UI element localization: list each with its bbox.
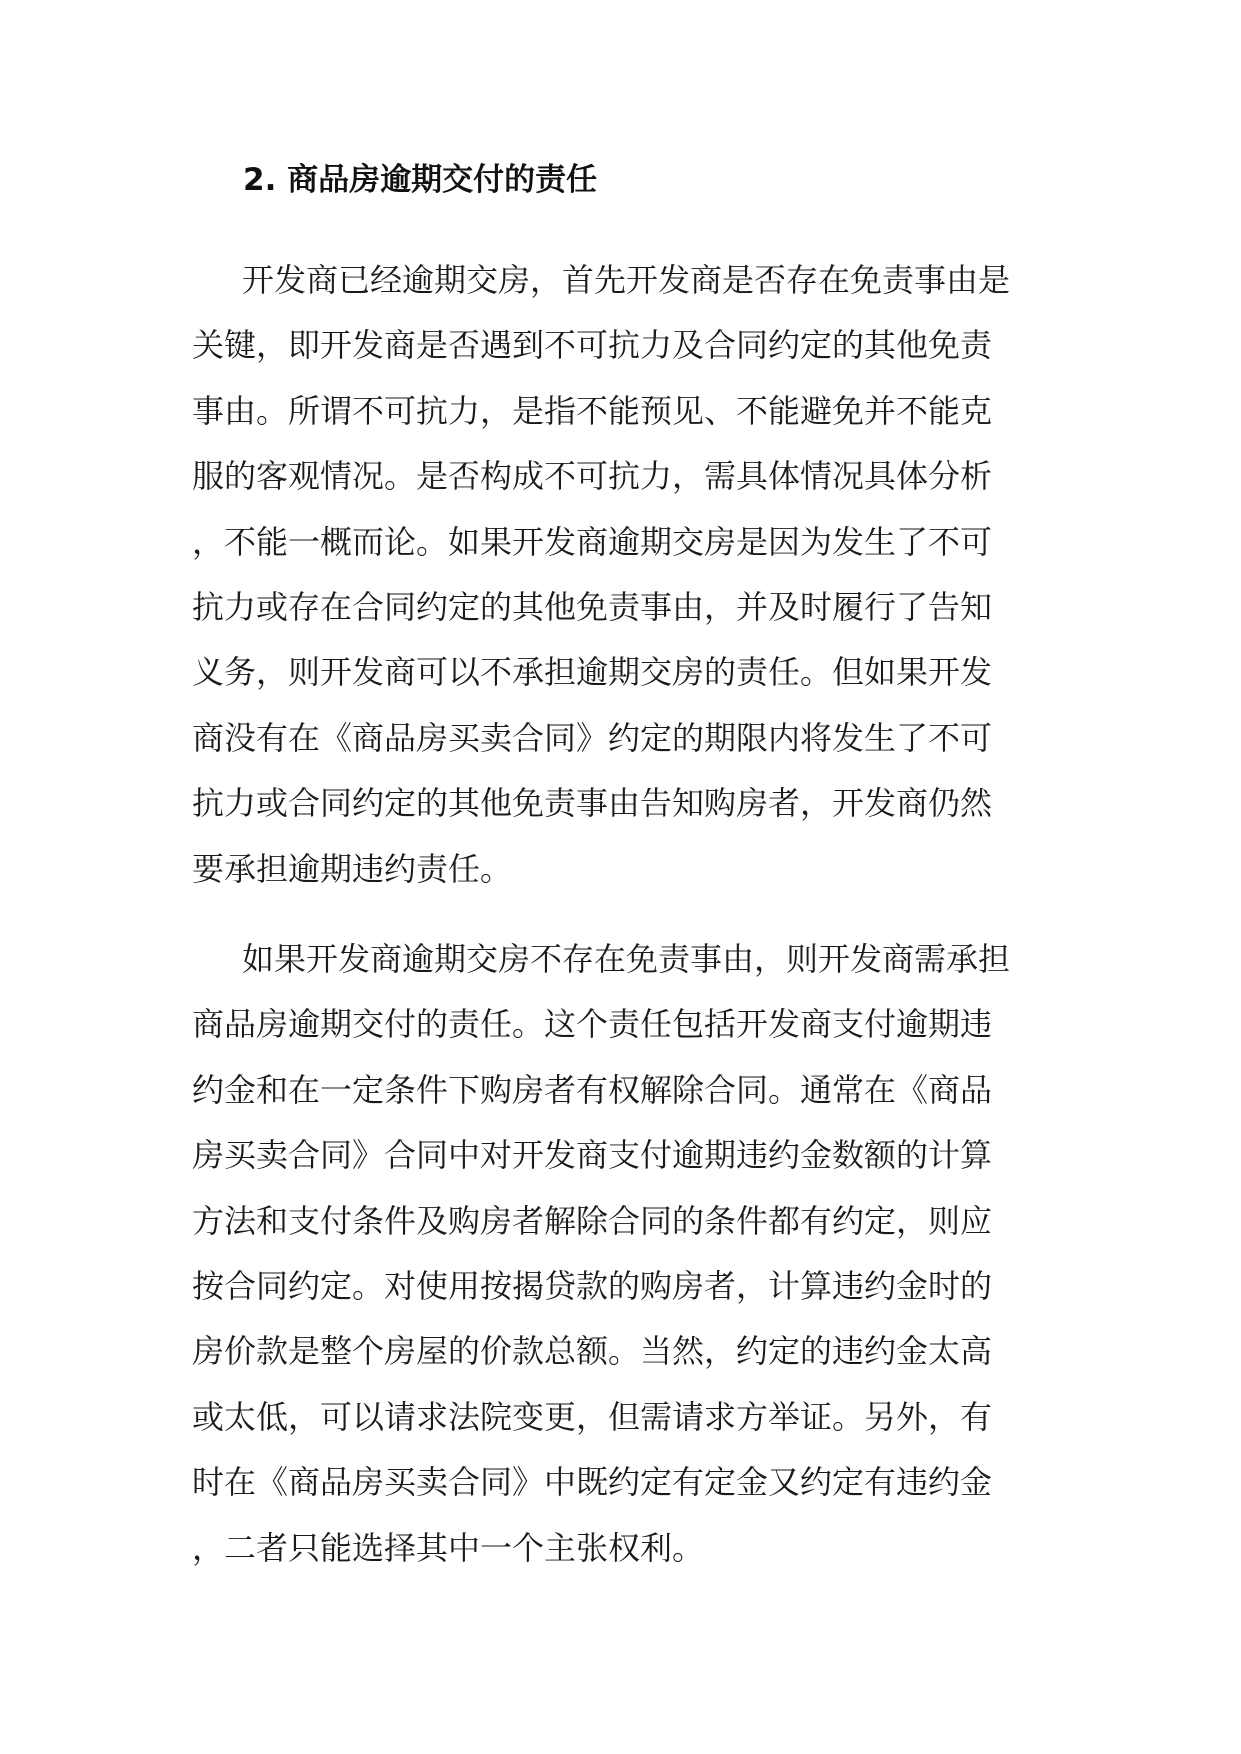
paragraph-line: ，二者只能选择其中一个主张权利。 (192, 1528, 705, 1567)
paragraph-2 (192, 927, 1052, 1581)
paragraph-line: ，不能一概而论。如果开发商逾期交房是因为发生了不可 (192, 522, 993, 561)
paragraph-line: 按合同约定。对使用按揭贷款的购房者，计算违约金时的 (192, 1266, 993, 1305)
paragraph-line: 事由。所谓不可抗力，是指不能预见、不能避免并不能克 (192, 391, 993, 430)
paragraph-line: 要承担逾期违约责任。 (192, 849, 513, 888)
paragraph-line: 抗力或存在合同约定的其他免责事由，并及时履行了告知 (192, 587, 993, 626)
paragraph-line: 商品房逾期交付的责任。这个责任包括开发商支付逾期违 (192, 1005, 993, 1044)
paragraph-line: 商没有在《商品房买卖合同》约定的期限内将发生了不可 (192, 718, 993, 757)
paragraph-line: 方法和支付条件及购房者解除合同的条件都有约定，则应 (192, 1201, 993, 1240)
paragraph-line: 房买卖合同》合同中对开发商支付逾期违约金数额的计算 (192, 1136, 993, 1175)
paragraph-line: 如果开发商逾期交房不存在免责事由，则开发商需承担 (242, 940, 1011, 978)
paragraph-line: 约金和在一定条件下购房者有权解除合同。通常在《商品 (192, 1070, 993, 1109)
paragraph-line: 关键，即开发商是否遇到不可抗力及合同约定的其他免责 (192, 326, 993, 365)
paragraph-line: 服的客观情况。是否构成不可抗力，需具体情况具体分析 (192, 457, 993, 496)
paragraph-line: 或太低，可以请求法院变更，但需请求方举证。另外，有 (192, 1397, 993, 1436)
section-heading: 2. 商品房逾期交付的责任 (243, 162, 598, 198)
paragraph-line: 抗力或合同约定的其他免责事由告知购房者，开发商仍然 (192, 784, 993, 823)
paragraph-1 (192, 248, 1052, 902)
paragraph-line: 时在《商品房买卖合同》中既约定有定金又约定有违约金 (192, 1463, 993, 1502)
paragraph-line: 房价款是整个房屋的价款总额。当然，约定的违约金太高 (192, 1332, 993, 1371)
paragraph-line: 义务，则开发商可以不承担逾期交房的责任。但如果开发 (192, 653, 993, 692)
paragraph-line: 开发商已经逾期交房，首先开发商是否存在免责事由是 (242, 261, 1011, 299)
